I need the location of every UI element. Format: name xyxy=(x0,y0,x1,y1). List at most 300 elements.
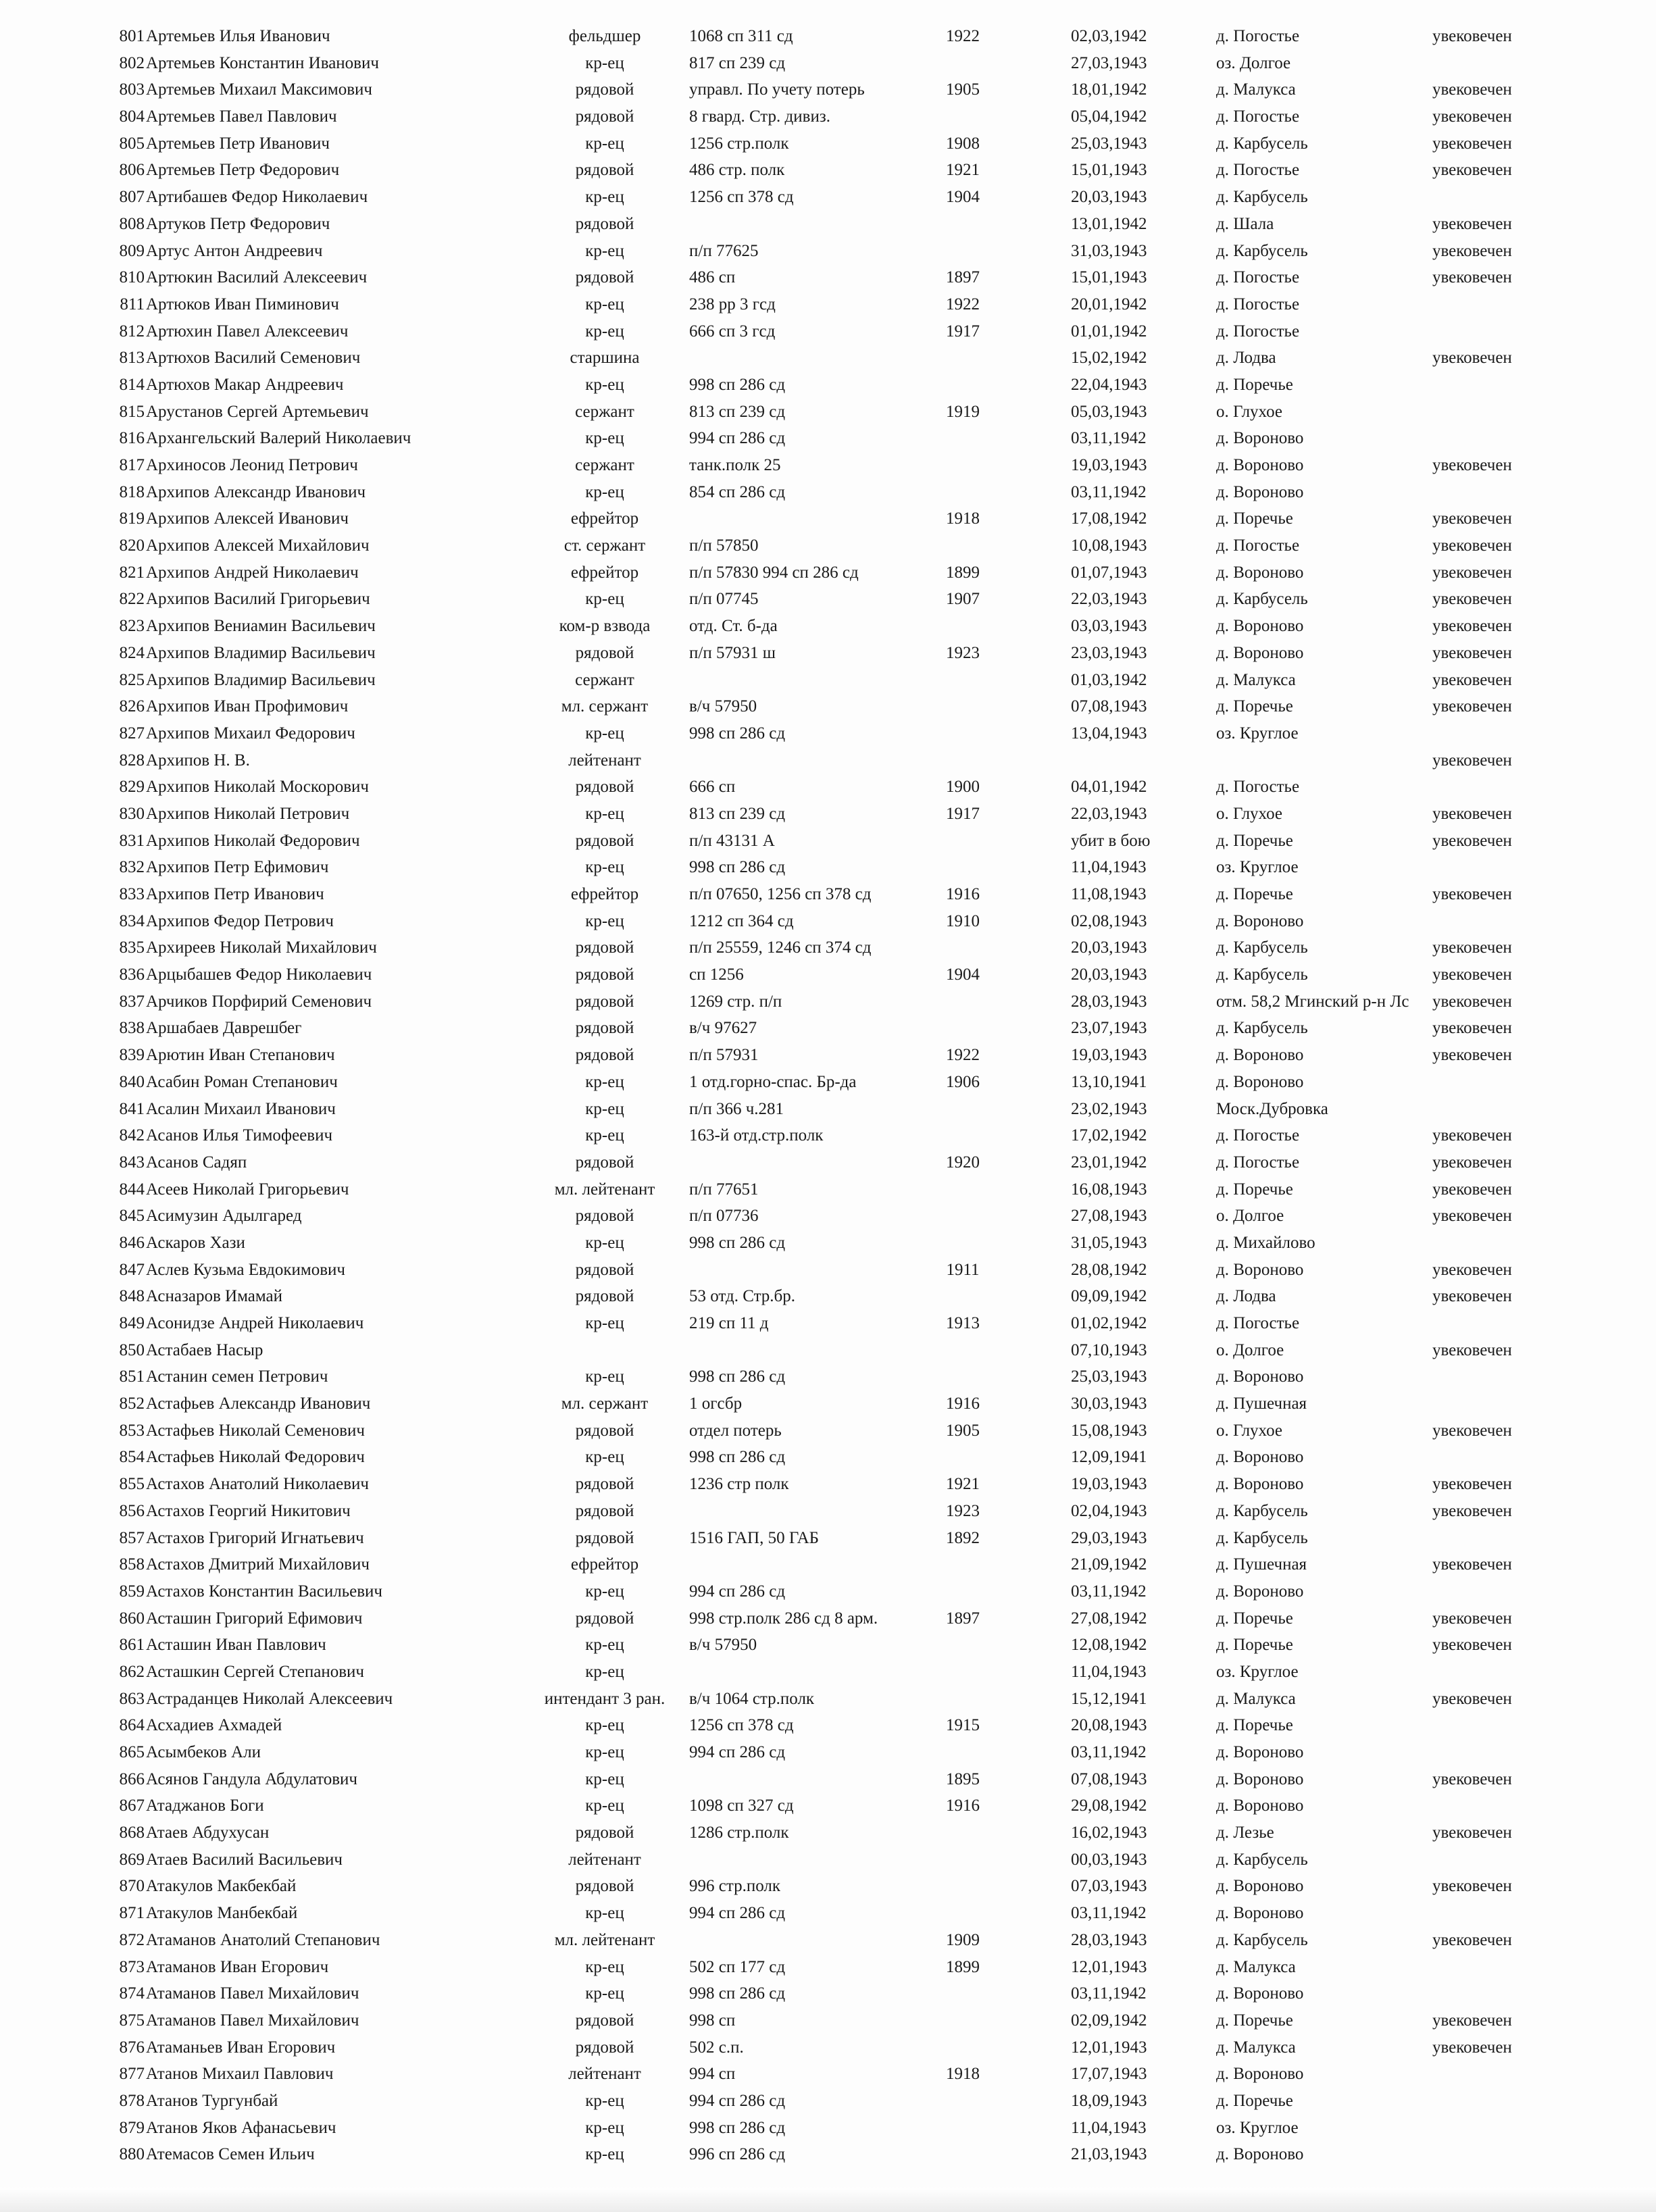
table-row xyxy=(0,1954,1656,1981)
military-rank: рядовой xyxy=(575,1260,634,1279)
burial-place: д. Вороново xyxy=(1216,429,1304,448)
table-row xyxy=(0,2141,1656,2168)
military-rank: кр-ец xyxy=(585,241,624,260)
table-row xyxy=(0,1417,1656,1444)
memorial-status: увековечен xyxy=(1432,161,1512,180)
table-row xyxy=(0,1310,1656,1337)
military-rank: кр-ец xyxy=(585,1769,624,1788)
person-name: Атакулов Макбекбай xyxy=(146,1877,297,1896)
table-row xyxy=(0,1363,1656,1390)
record-number: 838 xyxy=(119,1019,145,1038)
death-date: 02,09,1942 xyxy=(1071,2011,1147,2030)
record-number: 833 xyxy=(119,885,145,903)
record-number: 829 xyxy=(119,778,145,797)
table-row xyxy=(0,1283,1656,1310)
burial-place: д. Вороново xyxy=(1216,1582,1304,1601)
record-number: 861 xyxy=(119,1636,145,1655)
memorial-status: увековечен xyxy=(1432,27,1512,45)
record-number: 825 xyxy=(119,670,145,689)
military-rank: кр-ец xyxy=(585,858,624,877)
record-number: 805 xyxy=(119,134,145,153)
person-name: Астафьев Николай Федорович xyxy=(146,1448,365,1467)
burial-place: д. Поречье xyxy=(1216,1180,1293,1199)
military-unit: п/п 25559, 1246 сп 374 сд xyxy=(689,938,872,957)
death-date: 27,08,1943 xyxy=(1071,1207,1147,1226)
table-row xyxy=(0,1444,1656,1471)
military-unit: 666 сп 3 гсд xyxy=(689,322,776,341)
burial-place: д. Вороново xyxy=(1216,1072,1304,1091)
military-rank: кр-ец xyxy=(585,1716,624,1735)
record-number: 870 xyxy=(119,1877,145,1896)
military-unit: 486 стр. полк xyxy=(689,161,785,180)
military-unit: отдел потерь xyxy=(689,1421,782,1440)
record-number: 859 xyxy=(119,1582,145,1601)
burial-place: оз. Круглое xyxy=(1216,858,1299,877)
death-date: 15,08,1943 xyxy=(1071,1421,1147,1440)
table-row xyxy=(0,505,1656,532)
record-number: 871 xyxy=(119,1904,145,1923)
table-row xyxy=(0,425,1656,452)
record-number: 807 xyxy=(119,188,145,207)
table-row xyxy=(0,1096,1656,1123)
memorial-status: увековечен xyxy=(1432,268,1512,287)
death-date: 25,03,1943 xyxy=(1071,1367,1147,1386)
record-number: 841 xyxy=(119,1099,145,1118)
death-date: 15,02,1942 xyxy=(1071,349,1147,368)
military-rank: сержант xyxy=(575,402,634,421)
military-rank: лейтенант xyxy=(568,751,641,770)
table-row xyxy=(0,2007,1656,2034)
death-date: 27,08,1942 xyxy=(1071,1609,1147,1628)
table-row xyxy=(0,345,1656,372)
military-unit: п/п 07745 xyxy=(689,590,759,609)
person-name: Асназаров Имамай xyxy=(146,1287,282,1306)
death-date: 31,03,1943 xyxy=(1071,241,1147,260)
military-unit: 502 с.п. xyxy=(689,2038,744,2057)
record-number: 848 xyxy=(119,1287,145,1306)
military-rank: кр-ец xyxy=(585,1233,624,1252)
person-name: Асимузин Адылгаред xyxy=(146,1207,302,1226)
death-date: 07,08,1943 xyxy=(1071,1769,1147,1788)
table-row xyxy=(0,1149,1656,1176)
person-name: Асымбеков Али xyxy=(146,1743,261,1761)
memorial-status: увековечен xyxy=(1432,938,1512,957)
person-name: Архипов Алексей Михайлович xyxy=(146,536,370,555)
record-number: 875 xyxy=(119,2011,145,2030)
military-unit: 53 отд. Стр.бр. xyxy=(689,1287,796,1306)
birth-year: 1915 xyxy=(946,1716,980,1735)
birth-year: 1917 xyxy=(946,322,980,341)
military-unit: п/п 57931 xyxy=(689,1046,759,1065)
military-unit: п/п 43131 А xyxy=(689,831,775,850)
military-unit: в/ч 1064 стр.полк xyxy=(689,1689,815,1708)
person-name: Артемьев Илья Иванович xyxy=(146,27,330,45)
person-name: Артемьев Павел Павлович xyxy=(146,107,337,126)
memorial-status: увековечен xyxy=(1432,590,1512,609)
table-row xyxy=(0,1980,1656,2007)
table-row xyxy=(0,988,1656,1015)
person-name: Астахов Константин Васильевич xyxy=(146,1582,382,1601)
record-number: 801 xyxy=(119,27,145,45)
burial-place: д. Вороново xyxy=(1216,1796,1304,1815)
military-unit: 994 сп 286 сд xyxy=(689,429,786,448)
table-row xyxy=(0,1846,1656,1874)
death-date: 19,03,1943 xyxy=(1071,456,1147,474)
record-number: 826 xyxy=(119,697,145,716)
table-row xyxy=(0,720,1656,747)
burial-place: д. Карбусель xyxy=(1216,188,1308,207)
birth-year: 1923 xyxy=(946,643,980,662)
military-rank: кр-ец xyxy=(585,1367,624,1386)
table-row xyxy=(0,1819,1656,1846)
burial-place: д. Лодва xyxy=(1216,349,1276,368)
person-name: Архангельский Валерий Николаевич xyxy=(146,429,411,448)
burial-place: д. Карбусель xyxy=(1216,1850,1308,1869)
burial-place: д. Вороново xyxy=(1216,456,1304,474)
table-row xyxy=(0,934,1656,961)
military-unit: 813 сп 239 сд xyxy=(689,402,786,421)
person-name: Асабин Роман Степанович xyxy=(146,1072,338,1091)
table-row xyxy=(0,908,1656,935)
record-number: 863 xyxy=(119,1689,145,1708)
person-name: Атаев Абдухусан xyxy=(146,1824,270,1842)
burial-place: оз. Долгое xyxy=(1216,53,1291,72)
burial-place: д. Погостье xyxy=(1216,107,1300,126)
person-name: Артемьев Константин Иванович xyxy=(146,53,379,72)
record-number: 806 xyxy=(119,161,145,180)
military-rank: кр-ец xyxy=(585,1072,624,1091)
burial-place: д. Поречье xyxy=(1216,375,1293,394)
memorial-status: увековечен xyxy=(1432,80,1512,99)
military-unit: отд. Ст. б-да xyxy=(689,617,778,636)
person-name: Артемьев Петр Федорович xyxy=(146,161,340,180)
burial-place: оз. Круглое xyxy=(1216,2118,1299,2137)
birth-year: 1911 xyxy=(946,1260,980,1279)
person-name: Асонидзе Андрей Николаевич xyxy=(146,1314,364,1332)
military-unit: п/п 77651 xyxy=(689,1180,759,1199)
military-unit: 994 сп 286 сд xyxy=(689,1582,786,1601)
burial-place: отм. 58,2 Мгинский р-н Лс xyxy=(1216,992,1409,1011)
memorial-status: увековечен xyxy=(1432,643,1512,662)
military-unit: 163-й отд.стр.полк xyxy=(689,1126,824,1145)
death-date: 18,09,1943 xyxy=(1071,2091,1147,2110)
death-date: 02,04,1943 xyxy=(1071,1501,1147,1520)
burial-place: д. Погостье xyxy=(1216,1314,1300,1332)
death-date: 12,01,1943 xyxy=(1071,1957,1147,1976)
military-rank: рядовой xyxy=(575,1824,634,1842)
burial-place: д. Карбусель xyxy=(1216,938,1308,957)
birth-year: 1918 xyxy=(946,2065,980,2084)
death-date: 21,03,1943 xyxy=(1071,2145,1147,2164)
burial-place: д. Погостье xyxy=(1216,778,1300,797)
person-name: Артюхов Макар Андреевич xyxy=(146,375,344,394)
table-row xyxy=(0,264,1656,291)
death-date: 19,03,1943 xyxy=(1071,1475,1147,1494)
memorial-status: увековечен xyxy=(1432,831,1512,850)
memorial-status: увековечен xyxy=(1432,1555,1512,1574)
table-row xyxy=(0,1605,1656,1632)
death-date: 07,10,1943 xyxy=(1071,1340,1147,1359)
person-name: Артибашев Федор Николаевич xyxy=(146,188,368,207)
military-rank: интендант 3 ран. xyxy=(544,1689,666,1708)
table-row xyxy=(0,1122,1656,1149)
death-date: 29,03,1943 xyxy=(1071,1528,1147,1547)
record-number: 835 xyxy=(119,938,145,957)
person-name: Архипов Николай Москорович xyxy=(146,778,370,797)
person-name: Артус Антон Андреевич xyxy=(146,241,323,260)
birth-year: 1910 xyxy=(946,911,980,930)
military-rank: мл. лейтенант xyxy=(554,1930,655,1949)
burial-place: оз. Круглое xyxy=(1216,724,1299,743)
military-unit: 998 сп 286 сд xyxy=(689,1233,786,1252)
person-name: Артюхин Павел Алексеевич xyxy=(146,322,349,341)
person-name: Асеев Николай Григорьевич xyxy=(146,1180,349,1199)
record-number: 824 xyxy=(119,643,145,662)
death-date: 15,01,1943 xyxy=(1071,161,1147,180)
military-unit: 1212 сп 364 сд xyxy=(689,911,794,930)
military-rank: рядовой xyxy=(575,965,634,984)
military-unit: п/п 57830 994 сп 286 сд xyxy=(689,563,859,582)
record-number: 821 xyxy=(119,563,145,582)
table-row xyxy=(0,2088,1656,2115)
record-number: 856 xyxy=(119,1501,145,1520)
memorial-status: увековечен xyxy=(1432,1421,1512,1440)
table-row xyxy=(0,1712,1656,1739)
person-name: Асташин Григорий Ефимович xyxy=(146,1609,363,1628)
birth-year: 1916 xyxy=(946,885,980,903)
person-name: Асташин Иван Павлович xyxy=(146,1636,326,1655)
death-date: 10,08,1943 xyxy=(1071,536,1147,555)
table-row xyxy=(0,1498,1656,1525)
birth-year: 1919 xyxy=(946,402,980,421)
memorial-status: увековечен xyxy=(1432,1930,1512,1949)
death-date: 12,09,1941 xyxy=(1071,1448,1147,1467)
record-number: 803 xyxy=(119,80,145,99)
table-row xyxy=(0,1792,1656,1819)
table-row xyxy=(0,372,1656,399)
birth-year: 1908 xyxy=(946,134,980,153)
military-unit: п/п 57850 xyxy=(689,536,759,555)
burial-place: д. Вороново xyxy=(1216,1260,1304,1279)
military-rank: рядовой xyxy=(575,938,634,957)
military-rank: рядовой xyxy=(575,831,634,850)
table-row xyxy=(0,693,1656,720)
death-date: 20,03,1943 xyxy=(1071,938,1147,957)
record-number: 839 xyxy=(119,1046,145,1065)
person-name: Астафьев Николай Семенович xyxy=(146,1421,365,1440)
table-row xyxy=(0,1739,1656,1766)
death-date: 05,03,1943 xyxy=(1071,402,1147,421)
death-date: 22,03,1943 xyxy=(1071,804,1147,823)
birth-year: 1899 xyxy=(946,563,980,582)
table-row xyxy=(0,399,1656,426)
table-row xyxy=(0,238,1656,265)
burial-place: о. Глухое xyxy=(1216,402,1282,421)
military-unit: в/ч 97627 xyxy=(689,1019,757,1038)
military-rank: кр-ец xyxy=(585,53,624,72)
person-name: Асянов Гандула Абдулатович xyxy=(146,1769,357,1788)
memorial-status: увековечен xyxy=(1432,617,1512,636)
burial-place: д. Михайлово xyxy=(1216,1233,1315,1252)
record-number: 836 xyxy=(119,965,145,984)
memorial-status: увековечен xyxy=(1432,241,1512,260)
record-number: 802 xyxy=(119,53,145,72)
military-unit: 1256 сп 378 сд xyxy=(689,1716,794,1735)
military-rank: рядовой xyxy=(575,80,634,99)
birth-year: 1892 xyxy=(946,1528,980,1547)
burial-place: д. Пушечная xyxy=(1216,1555,1307,1574)
memorial-status: увековечен xyxy=(1432,1824,1512,1842)
burial-place: д. Вороново xyxy=(1216,1743,1304,1761)
death-date: 17,07,1943 xyxy=(1071,2065,1147,2084)
burial-place: д. Лодва xyxy=(1216,1287,1276,1306)
record-number: 813 xyxy=(119,349,145,368)
memorial-status: увековечен xyxy=(1432,1260,1512,1279)
military-rank: ком-р взвода xyxy=(559,617,651,636)
person-name: Архипов Николай Петрович xyxy=(146,804,350,823)
table-row xyxy=(0,613,1656,640)
table-row xyxy=(0,854,1656,881)
military-unit: управл. По учету потерь xyxy=(689,80,865,99)
military-unit: 1256 сп 378 сд xyxy=(689,188,794,207)
death-date: 03,11,1942 xyxy=(1071,1984,1147,2003)
memorial-status: увековечен xyxy=(1432,1501,1512,1520)
military-rank: кр-ец xyxy=(585,911,624,930)
record-number: 868 xyxy=(119,1824,145,1842)
military-rank: ефрейтор xyxy=(570,1555,639,1574)
record-number: 844 xyxy=(119,1180,145,1199)
military-rank: кр-ец xyxy=(585,1957,624,1976)
birth-year: 1916 xyxy=(946,1394,980,1413)
military-unit: 1256 стр.полк xyxy=(689,134,789,153)
death-date: 02,03,1942 xyxy=(1071,27,1147,45)
military-rank: мл. сержант xyxy=(561,697,649,716)
memorial-status: увековечен xyxy=(1432,509,1512,528)
death-date: 20,03,1943 xyxy=(1071,188,1147,207)
death-date: 21,09,1942 xyxy=(1071,1555,1147,1574)
death-date: 20,08,1943 xyxy=(1071,1716,1147,1735)
military-unit: 219 сп 11 д xyxy=(689,1314,769,1332)
death-date: 03,11,1942 xyxy=(1071,1743,1147,1761)
record-number: 812 xyxy=(119,322,145,341)
burial-place: д. Карбусель xyxy=(1216,1528,1308,1547)
burial-place: д. Шала xyxy=(1216,214,1274,233)
record-number: 850 xyxy=(119,1340,145,1359)
military-unit: танк.полк 25 xyxy=(689,456,781,474)
person-name: Астабаев Насыр xyxy=(146,1340,264,1359)
birth-year: 1905 xyxy=(946,80,980,99)
military-rank: рядовой xyxy=(575,107,634,126)
table-row xyxy=(0,103,1656,130)
person-name: Атаев Василий Васильевич xyxy=(146,1850,343,1869)
record-number: 842 xyxy=(119,1126,145,1145)
record-number: 855 xyxy=(119,1475,145,1494)
table-row xyxy=(0,1257,1656,1284)
military-unit: 994 сп 286 сд xyxy=(689,2091,786,2110)
person-name: Асанов Илья Тимофеевич xyxy=(146,1126,333,1145)
record-number: 847 xyxy=(119,1260,145,1279)
death-date: 09,09,1942 xyxy=(1071,1287,1147,1306)
table-row xyxy=(0,479,1656,506)
person-name: Арустанов Сергей Артемьевич xyxy=(146,402,369,421)
death-date: 16,08,1943 xyxy=(1071,1180,1147,1199)
record-number: 815 xyxy=(119,402,145,421)
military-rank: кр-ец xyxy=(585,1636,624,1655)
death-date: 23,07,1943 xyxy=(1071,1019,1147,1038)
birth-year: 1899 xyxy=(946,1957,980,1976)
military-rank: кр-ец xyxy=(585,375,624,394)
memorial-status: увековечен xyxy=(1432,1877,1512,1896)
burial-place: д. Малукса xyxy=(1216,1689,1296,1708)
burial-place: д. Поречье xyxy=(1216,2011,1293,2030)
burial-place: о. Глухое xyxy=(1216,1421,1282,1440)
memorial-status: увековечен xyxy=(1432,563,1512,582)
military-unit: 994 сп 286 сд xyxy=(689,1743,786,1761)
birth-year: 1918 xyxy=(946,509,980,528)
memorial-status: увековечен xyxy=(1432,1287,1512,1306)
military-unit: 8 гвард. Стр. дивиз. xyxy=(689,107,830,126)
record-number: 876 xyxy=(119,2038,145,2057)
table-row xyxy=(0,50,1656,77)
person-name: Астафьев Александр Иванович xyxy=(146,1394,371,1413)
burial-place: д. Погостье xyxy=(1216,161,1300,180)
birth-year: 1921 xyxy=(946,161,980,180)
memorial-status: увековечен xyxy=(1432,349,1512,368)
table-row xyxy=(0,1900,1656,1927)
burial-place: д. Погостье xyxy=(1216,295,1300,313)
record-number: 819 xyxy=(119,509,145,528)
military-unit: 854 сп 286 сд xyxy=(689,482,786,501)
person-name: Архиносов Леонид Петрович xyxy=(146,456,358,474)
table-row xyxy=(0,452,1656,479)
table-row xyxy=(0,1551,1656,1578)
burial-place: д. Карбусель xyxy=(1216,241,1308,260)
death-date: 28,08,1942 xyxy=(1071,1260,1147,1279)
military-unit: п/п 07650, 1256 сп 378 сд xyxy=(689,885,872,903)
military-rank: кр-ец xyxy=(585,1796,624,1815)
person-name: Архипов Петр Иванович xyxy=(146,885,324,903)
birth-year: 1917 xyxy=(946,804,980,823)
burial-place: д. Малукса xyxy=(1216,80,1296,99)
death-date: 03,11,1942 xyxy=(1071,429,1147,448)
military-rank: рядовой xyxy=(575,1019,634,1038)
death-date: 12,01,1943 xyxy=(1071,2038,1147,2057)
person-name: Артюкин Василий Алексеевич xyxy=(146,268,368,287)
record-number: 817 xyxy=(119,456,145,474)
military-rank: кр-ец xyxy=(585,1099,624,1118)
person-name: Атанов Яков Афанасьевич xyxy=(146,2118,336,2137)
military-rank: рядовой xyxy=(575,1153,634,1172)
military-rank: кр-ец xyxy=(585,322,624,341)
military-unit: 1098 сп 327 сд xyxy=(689,1796,794,1815)
death-date: 31,05,1943 xyxy=(1071,1233,1147,1252)
death-date: 02,08,1943 xyxy=(1071,911,1147,930)
military-rank: кр-ец xyxy=(585,429,624,448)
memorial-status: увековечен xyxy=(1432,992,1512,1011)
record-number: 858 xyxy=(119,1555,145,1574)
military-rank: рядовой xyxy=(575,1528,634,1547)
record-number: 860 xyxy=(119,1609,145,1628)
person-name: Архипов Федор Петрович xyxy=(146,911,334,930)
burial-place: д. Поречье xyxy=(1216,1636,1293,1655)
burial-place: д. Вороново xyxy=(1216,1046,1304,1065)
record-number: 864 xyxy=(119,1716,145,1735)
table-row xyxy=(0,1927,1656,1954)
burial-place: д. Лезье xyxy=(1216,1824,1274,1842)
military-rank: старшина xyxy=(570,349,640,368)
birth-year: 1904 xyxy=(946,188,980,207)
burial-place: д. Поречье xyxy=(1216,2091,1293,2110)
